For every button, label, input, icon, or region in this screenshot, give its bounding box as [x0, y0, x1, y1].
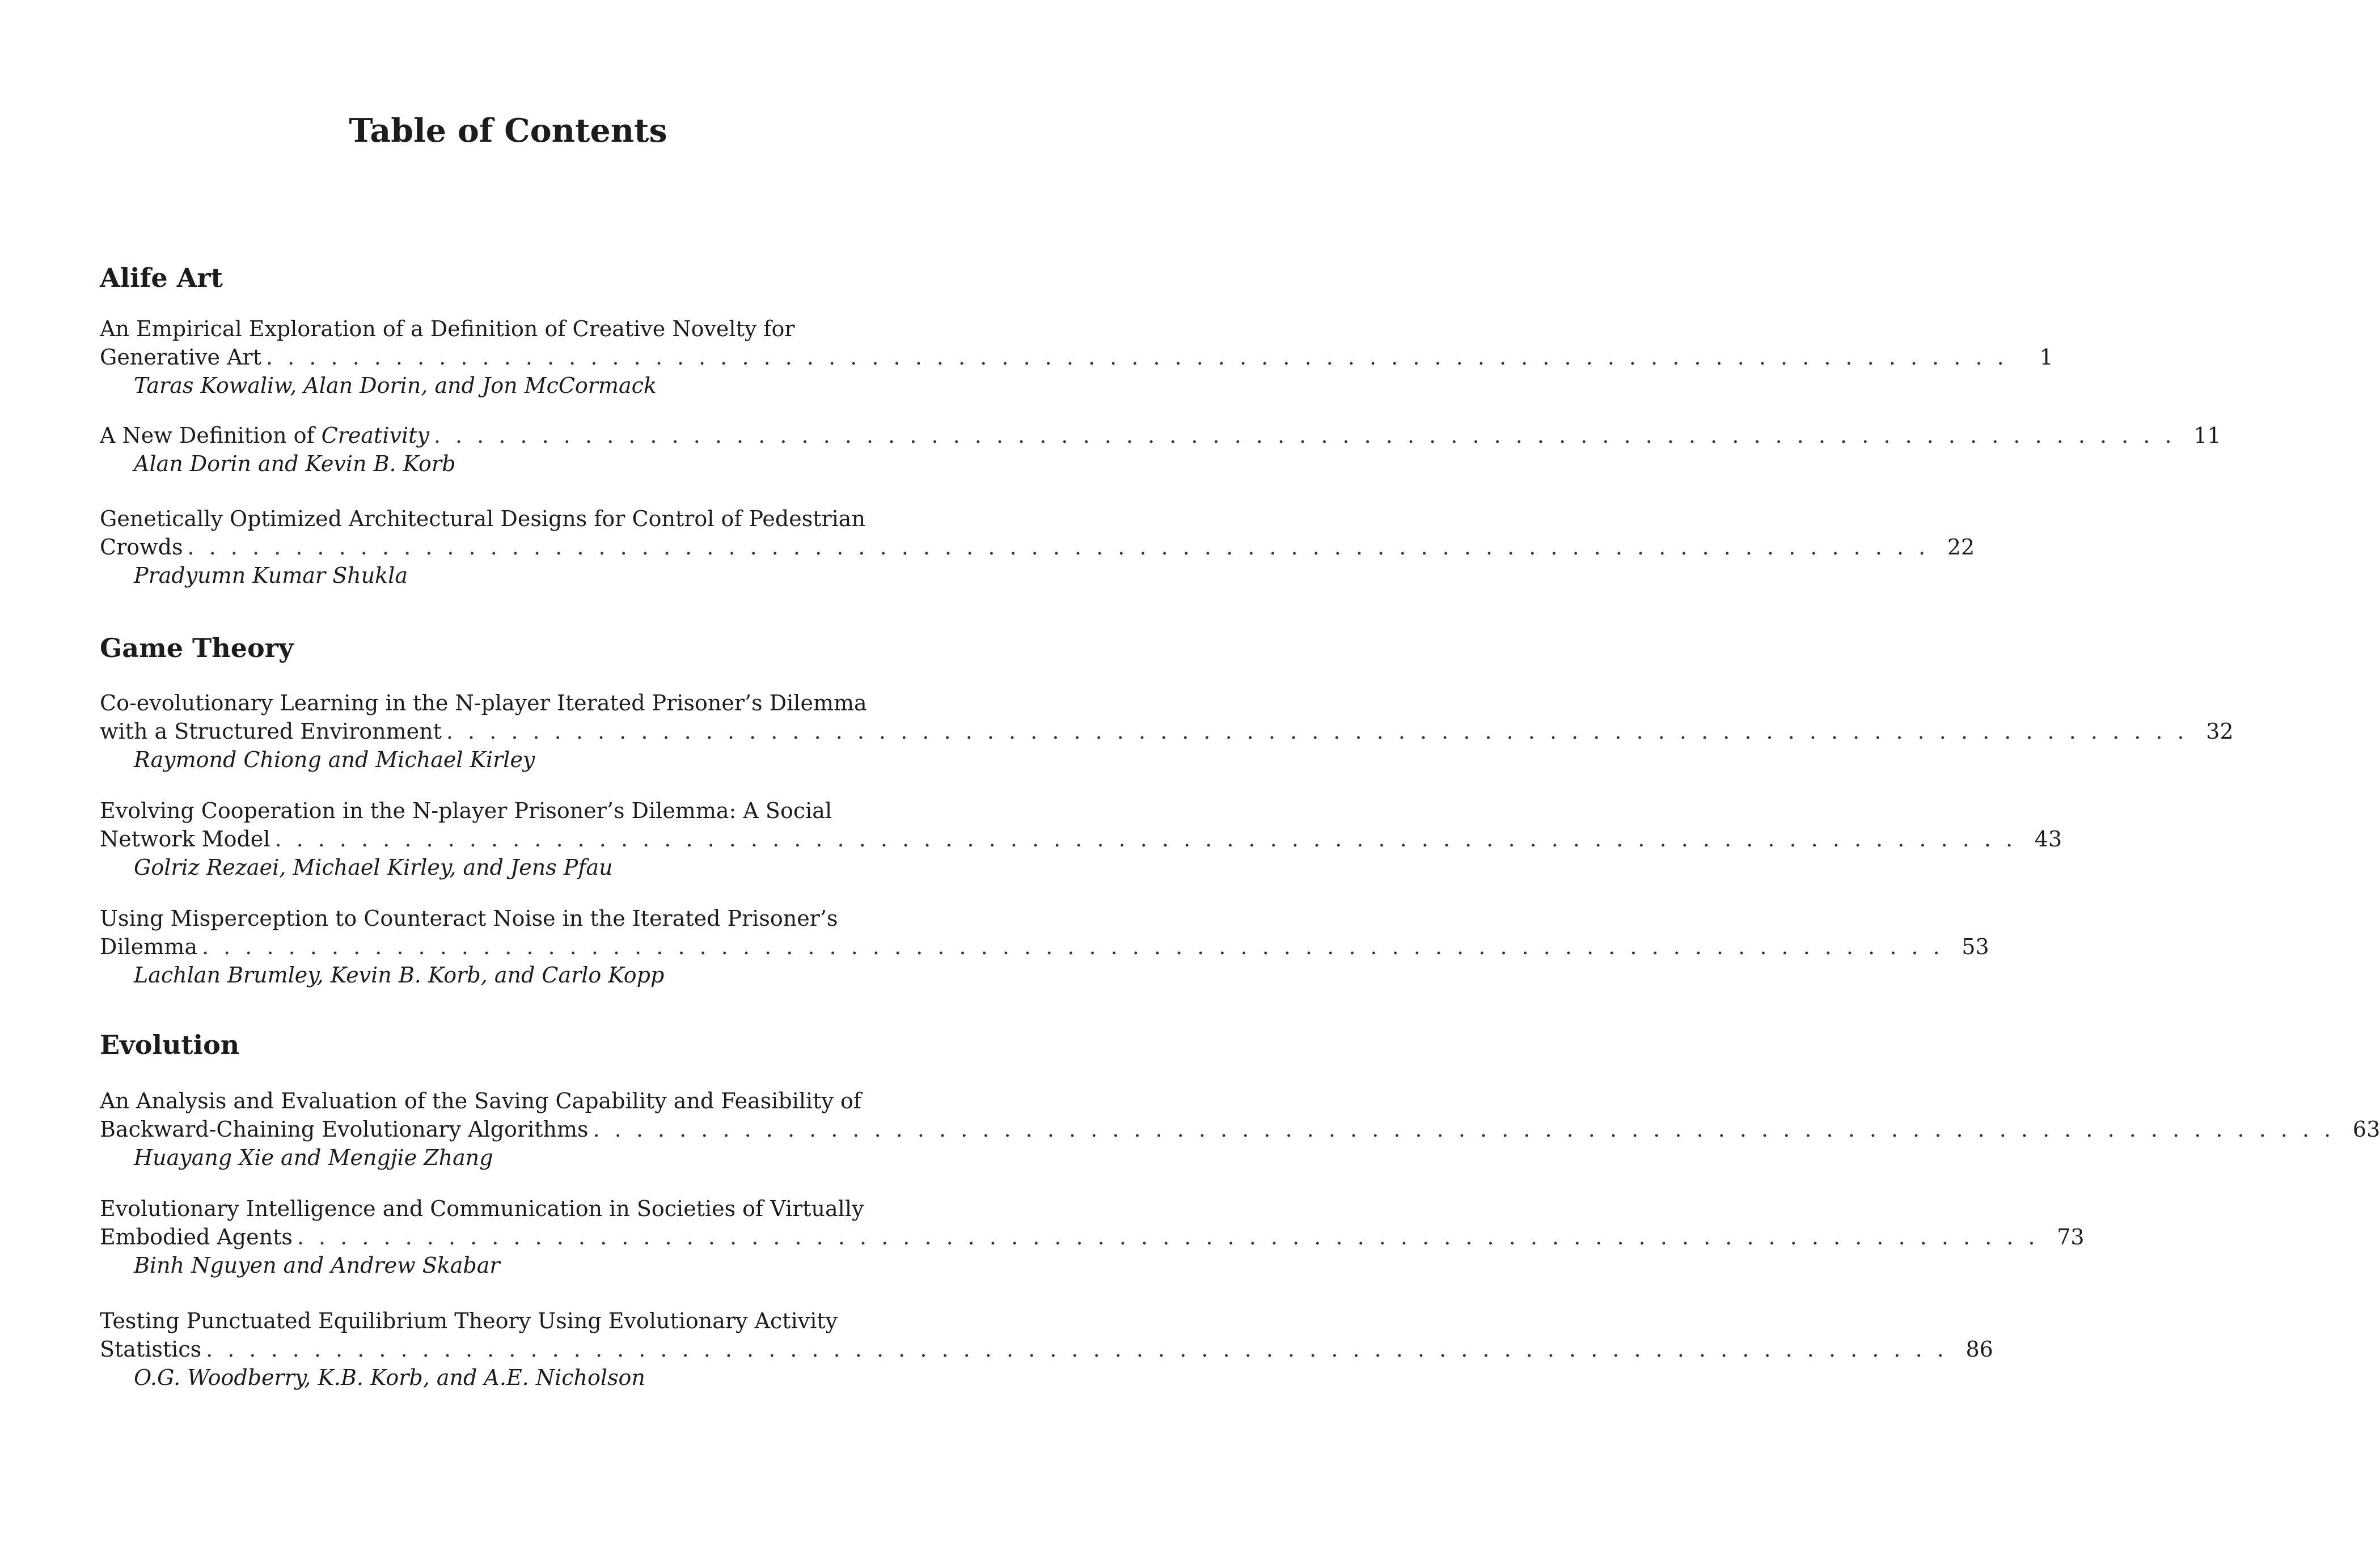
- dot-leader: . . . . . . . . . . . . . . . . . . . . . . . . . . . . . . . . . . . . . . . . . . . . . . . . . . . . . . . . . . . . . . . . . . . . . . . . . . . . . . . . .: [201, 934, 1944, 959]
- dot-leader: . . . . . . . . . . . . . . . . . . . . . . . . . . . . . . . . . . . . . . . . . . . . . . . . . . . . . . . . . . . . . . . . . . . . . . . . . . . . . . . . .: [187, 535, 1930, 560]
- section-title-game-theory: Game Theory: [100, 633, 294, 663]
- toc-entry[interactable]: [100, 797, 2062, 882]
- page-number: 63: [2352, 1117, 2380, 1142]
- toc-entry[interactable]: [100, 904, 1989, 989]
- page-number: 53: [1962, 934, 1989, 959]
- entry-title-continued: Dilemma: [100, 934, 197, 959]
- page-number: 11: [2193, 423, 2221, 448]
- entry-title-continued: Embodied Agents: [100, 1225, 293, 1249]
- section-title-evolution: Evolution: [100, 1030, 240, 1060]
- entry-authors: Raymond Chiong and Michael Kirley: [134, 747, 535, 772]
- toc-entry[interactable]: [100, 689, 2234, 774]
- entry-title-continued: Statistics: [100, 1337, 202, 1362]
- entry-title: Testing Punctuated Equilibrium Theory Using Evolutionary Activity: [100, 1308, 838, 1333]
- entry-title: Co-evolutionary Learning in the N-player Iterated Prisoner’s Dilemma: [100, 690, 867, 715]
- entry-authors: O.G. Woodberry, K.B. Korb, and A.E. Nicholson: [134, 1365, 645, 1390]
- entry-title-continued: Backward-Chaining Evolutionary Algorithms: [100, 1117, 589, 1142]
- entry-title: A New Definition of Creativity: [100, 423, 429, 448]
- toc-entry[interactable]: [100, 1307, 1993, 1392]
- entry-authors: Taras Kowaliw, Alan Dorin, and Jon McCormack: [134, 373, 657, 398]
- dot-leader: . . . . . . . . . . . . . . . . . . . . . . . . . . . . . . . . . . . . . . . . . . . . . . . . . . . . . . . . . . . . . . . . . . . . . . . . . . . . . . . . .: [206, 1337, 1948, 1362]
- toc-entry[interactable]: [100, 505, 1975, 590]
- entry-authors: Pradyumn Kumar Shukla: [134, 563, 408, 588]
- entry-authors: Binh Nguyen and Andrew Skabar: [134, 1253, 500, 1278]
- dot-leader: . . . . . . . . . . . . . . . . . . . . . . . . . . . . . . . . . . . . . . . . . . . . . . . . . . . . . . . . . . . . . . . . . . . . . . . . . . . . . . . . .: [274, 827, 2017, 851]
- page-number: 22: [1947, 535, 1975, 560]
- entry-authors: Lachlan Brumley, Kevin B. Korb, and Carlo Kopp: [134, 963, 665, 988]
- entry-title: Genetically Optimized Architectural Designs for Control of Pedestrian: [100, 506, 865, 531]
- page-number: 32: [2206, 719, 2234, 744]
- toc-entry[interactable]: [100, 421, 2221, 478]
- toc-entry[interactable]: [100, 315, 2053, 400]
- entry-title: An Empirical Exploration of a Definition of Creative Novelty for: [100, 316, 795, 341]
- entry-title-italic: Creativity: [321, 423, 429, 448]
- entry-title: Evolving Cooperation in the N-player Prisoner’s Dilemma: A Social: [100, 798, 832, 823]
- entry-title-continued: with a Structured Environment: [100, 719, 442, 744]
- toc-entry[interactable]: [100, 1087, 2380, 1172]
- entry-authors: Huayang Xie and Mengjie Zhang: [134, 1145, 493, 1170]
- dot-leader: . . . . . . . . . . . . . . . . . . . . . . . . . . . . . . . . . . . . . . . . . . . . . . . . . . . . . . . . . . . . . . . . . . . . . . . . . . . . . . . . .: [593, 1117, 2335, 1142]
- page-number: 1: [2039, 345, 2053, 370]
- dot-leader: . . . . . . . . . . . . . . . . . . . . . . . . . . . . . . . . . . . . . . . . . . . . . . . . . . . . . . . . . . . . . . . . . . . . . . . . . . . . . . . . .: [265, 345, 2008, 370]
- entry-title: Using Misperception to Counteract Noise in the Iterated Prisoner’s: [100, 906, 838, 931]
- dot-leader: . . . . . . . . . . . . . . . . . . . . . . . . . . . . . . . . . . . . . . . . . . . . . . . . . . . . . . . . . . . . . . . . . . . . . . . . . . . . . . . . .: [446, 719, 2188, 744]
- entry-title: An Analysis and Evaluation of the Saving Capability and Feasibility of: [100, 1088, 861, 1113]
- page-number: 86: [1965, 1337, 1993, 1362]
- page-number: 73: [2057, 1225, 2085, 1249]
- entry-title-continued: Crowds: [100, 535, 183, 560]
- page-title: Table of Contents: [349, 112, 667, 150]
- entry-title-continued: Network Model: [100, 827, 270, 851]
- dot-leader: . . . . . . . . . . . . . . . . . . . . . . . . . . . . . . . . . . . . . . . . . . . . . . . . . . . . . . . . . . . . . . . . . . . . . . . . . . . . . . . . .: [297, 1225, 2039, 1249]
- page-number: 43: [2034, 827, 2062, 851]
- entry-authors: Alan Dorin and Kevin B. Korb: [134, 451, 456, 476]
- toc-entry[interactable]: [100, 1194, 2085, 1280]
- entry-authors: Golriz Rezaei, Michael Kirley, and Jens Pfau: [134, 855, 613, 880]
- entry-title-continued: Generative Art: [100, 345, 261, 370]
- dot-leader: . . . . . . . . . . . . . . . . . . . . . . . . . . . . . . . . . . . . . . . . . . . . . . . . . . . . . . . . . . . . . . . . . . . . . . . . . . . . . . . . .: [433, 423, 2176, 448]
- section-title-alife-art: Alife Art: [100, 262, 223, 293]
- entry-title: Evolutionary Intelligence and Communication in Societies of Virtually: [100, 1196, 864, 1221]
